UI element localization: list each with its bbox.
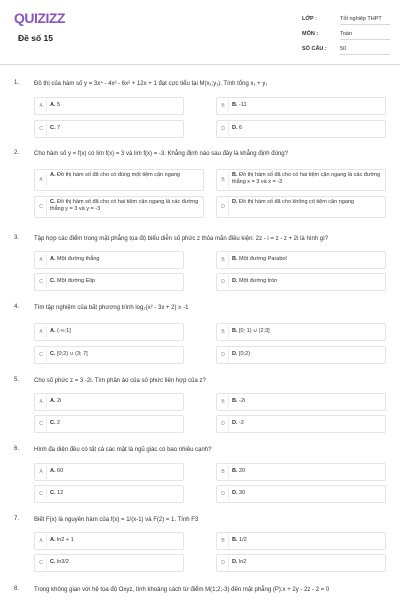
option-text: [0;2) (239, 351, 251, 357)
question-text: Đồ thị của hàm số y = 3x⁴ - 4x³ - 6x² + 12x + 1 đạt cực tiểu tại M(x₁;y₁). Tính tổng x₁ + y₁ (34, 81, 268, 87)
option-a[interactable] (34, 393, 184, 411)
option-letter: B (218, 99, 229, 113)
option-letter: B (218, 465, 229, 479)
option-text: ln3/2 (57, 559, 69, 565)
question-number: 8. (14, 586, 20, 592)
option-letter: B (218, 395, 229, 409)
option-letter: A (36, 395, 47, 409)
option-letter: C (36, 556, 47, 570)
option-d[interactable] (216, 415, 386, 433)
option-c[interactable] (34, 554, 184, 572)
option-text: 30 (239, 490, 246, 496)
option-d[interactable] (216, 273, 386, 291)
option-letter: D (218, 556, 229, 570)
question-text: Biết F(x) là nguyên hàm của f(x) = 1/(x-1) và F(2) = 1. Tính F3 (34, 517, 199, 523)
option-letter: C (36, 417, 47, 431)
option-letter: D (218, 122, 229, 136)
option-key: B. (232, 256, 238, 262)
option-a[interactable] (34, 97, 184, 115)
question-text: Trong không gian với hệ tọa độ Oxyz, tính khoảng cách từ điểm M(1;2;-3) đến mặt phẳng (P):x + 2y - 2z - 2 = 0 (34, 587, 330, 593)
option-letter: A (36, 325, 47, 339)
option-text: 1/2 (239, 537, 247, 543)
option-text: 5 (57, 102, 61, 108)
option-a[interactable] (34, 251, 184, 269)
option-b[interactable] (216, 463, 386, 481)
option-letter: A (36, 534, 47, 548)
option-key: C. (50, 278, 56, 284)
option-text: [0; 1) ∪ (2;3] (239, 328, 270, 334)
option-letter: D (218, 348, 229, 362)
option-letter: C (36, 348, 47, 362)
option-c[interactable] (34, 273, 184, 291)
option-text: Một đường thẳng (57, 256, 100, 262)
option-key: A. (50, 468, 56, 474)
option-key: C. (50, 125, 56, 131)
option-key: A. (50, 537, 56, 543)
option-letter: C (36, 275, 47, 289)
option-letter: B (218, 534, 229, 548)
option-text: 60 (57, 468, 64, 474)
question-5 (0, 377, 400, 437)
option-d[interactable] (216, 196, 386, 218)
option-letter: C (36, 198, 47, 216)
option-text: Một đường Elip (57, 278, 95, 284)
option-a[interactable] (34, 463, 184, 481)
option-text: 12 (57, 490, 64, 496)
exam-title: Đề số 15 (18, 33, 53, 43)
option-a[interactable] (34, 532, 184, 550)
option-letter: A (36, 171, 47, 189)
question-8 (0, 586, 400, 598)
option-text: (-∞;1] (57, 328, 71, 334)
meta-class-value: Tốt nghiệp THPT (340, 16, 390, 25)
option-key: B. (232, 537, 238, 543)
option-text: Đồ thị hàm số đã cho có đúng một tiệm cận ngang (57, 172, 180, 178)
question-text: Cho số phức z = 3 -2i. Tìm phần ảo của số phức liên hợp của z? (34, 378, 206, 384)
question-text: Hình đa diện đều có tất cả các mặt là ngũ giác có bao nhiêu cạnh? (34, 447, 212, 453)
meta-subject-label: MÔN : (302, 31, 319, 37)
header-divider (0, 64, 400, 65)
option-letter: A (36, 253, 47, 267)
option-c[interactable] (34, 196, 204, 218)
option-c[interactable] (34, 120, 184, 138)
option-c[interactable] (34, 485, 184, 503)
option-b[interactable] (216, 251, 386, 269)
question-number: 4. (14, 304, 20, 310)
option-text: 2i (57, 398, 62, 404)
question-number: 5. (14, 377, 20, 383)
option-text: Một đường Parabol (239, 256, 287, 262)
option-d[interactable] (216, 120, 386, 138)
option-d[interactable] (216, 485, 386, 503)
question-number: 6. (14, 446, 20, 452)
question-1 (0, 80, 400, 140)
meta-class-label: LỚP : (302, 16, 317, 22)
meta-subject (302, 31, 392, 41)
option-key: C. (50, 420, 56, 426)
option-key: D. (232, 351, 238, 357)
option-text: ln2 (239, 559, 247, 565)
meta-count-value: 50 (340, 46, 390, 55)
option-key: B. (232, 328, 238, 334)
option-key: B. (232, 398, 238, 404)
option-d[interactable] (216, 346, 386, 364)
option-key: D. (232, 125, 238, 131)
option-text: 2 (57, 420, 61, 426)
option-letter: D (218, 487, 229, 501)
option-text: Một đường tròn (239, 278, 278, 284)
option-text: -2i (239, 398, 246, 404)
option-c[interactable] (34, 346, 184, 364)
question-number: 7. (14, 516, 20, 522)
option-key: D. (232, 490, 238, 496)
option-b[interactable] (216, 393, 386, 411)
option-key: A. (50, 328, 56, 334)
question-number: 2. (14, 150, 20, 156)
option-a[interactable] (34, 323, 184, 341)
question-2 (0, 150, 400, 225)
option-letter: D (218, 275, 229, 289)
option-text: 6 (239, 125, 243, 131)
meta-count (302, 46, 392, 56)
question-text: Cho hàm số y = f(x) có lim f(x) = 3 và lim f(x) = -3. Khẳng định nào sau đây là khẳng định đúng? (34, 151, 288, 157)
question-3 (0, 235, 400, 295)
option-key: C. (50, 559, 56, 565)
meta-count-label: SỐ CÂU : (302, 46, 327, 52)
option-letter: C (36, 122, 47, 136)
option-text: -11 (239, 102, 247, 108)
meta-subject-value: Toán (340, 31, 390, 40)
option-key: A. (50, 398, 56, 404)
option-letter: A (36, 465, 47, 479)
option-key: B. (232, 468, 238, 474)
option-b[interactable] (216, 532, 386, 550)
option-text: -2 (239, 420, 244, 426)
option-text: Đồ thị hàm số đã cho có hai tiệm cận ngang là các đường thẳng y = 3 và y = -3 (50, 199, 199, 212)
option-b[interactable] (216, 97, 386, 115)
question-7 (0, 516, 400, 574)
question-text: Tập hợp các điểm trong mặt phẳng tọa độ biểu diễn số phức z thỏa mãn điều kiện: 2z - i = z - z + 2i là hình gì? (34, 236, 329, 242)
option-key: D. (232, 199, 238, 205)
question-4 (0, 304, 400, 366)
option-key: D. (232, 278, 238, 284)
option-text: ln2 + 1 (57, 537, 74, 543)
option-letter: B (218, 253, 229, 267)
question-number: 3. (14, 235, 20, 241)
option-key: C. (50, 490, 56, 496)
meta-class (302, 16, 392, 26)
option-text: Đồ thị hàm số đã cho có hai tiệm cận ngang là các đường thẳng x = 3 và x = -3 (232, 172, 381, 185)
option-key: B. (232, 102, 238, 108)
option-b[interactable] (216, 323, 386, 341)
option-text: Đồ thị hàm số đã cho không có tiệm cận ngang (239, 199, 354, 205)
option-key: A. (50, 172, 56, 178)
option-text: [0;2) ∪ (3; 7] (57, 351, 88, 357)
option-letter: B (218, 171, 229, 189)
option-text: 7 (57, 125, 61, 131)
option-key: D. (232, 420, 238, 426)
option-key: C. (50, 199, 56, 205)
option-letter: D (218, 417, 229, 431)
option-b[interactable] (216, 169, 386, 191)
brand-logo: QUIZIZZ (14, 10, 65, 26)
question-6 (0, 446, 400, 506)
option-c[interactable] (34, 415, 184, 433)
option-text: 20 (239, 468, 246, 474)
option-letter: C (36, 487, 47, 501)
option-key: D. (232, 559, 238, 565)
option-d[interactable] (216, 554, 386, 572)
option-letter: D (218, 198, 229, 216)
option-letter: B (218, 325, 229, 339)
question-text: Tìm tập nghiệm của bất phương trình log₂(x² - 3x + 2) ≥ -1 (34, 305, 189, 311)
option-key: A. (50, 102, 56, 108)
option-key: A. (50, 256, 56, 262)
option-key: B. (232, 172, 238, 178)
option-a[interactable] (34, 169, 204, 191)
option-letter: A (36, 99, 47, 113)
question-number: 1. (14, 80, 20, 86)
option-key: C. (50, 351, 56, 357)
